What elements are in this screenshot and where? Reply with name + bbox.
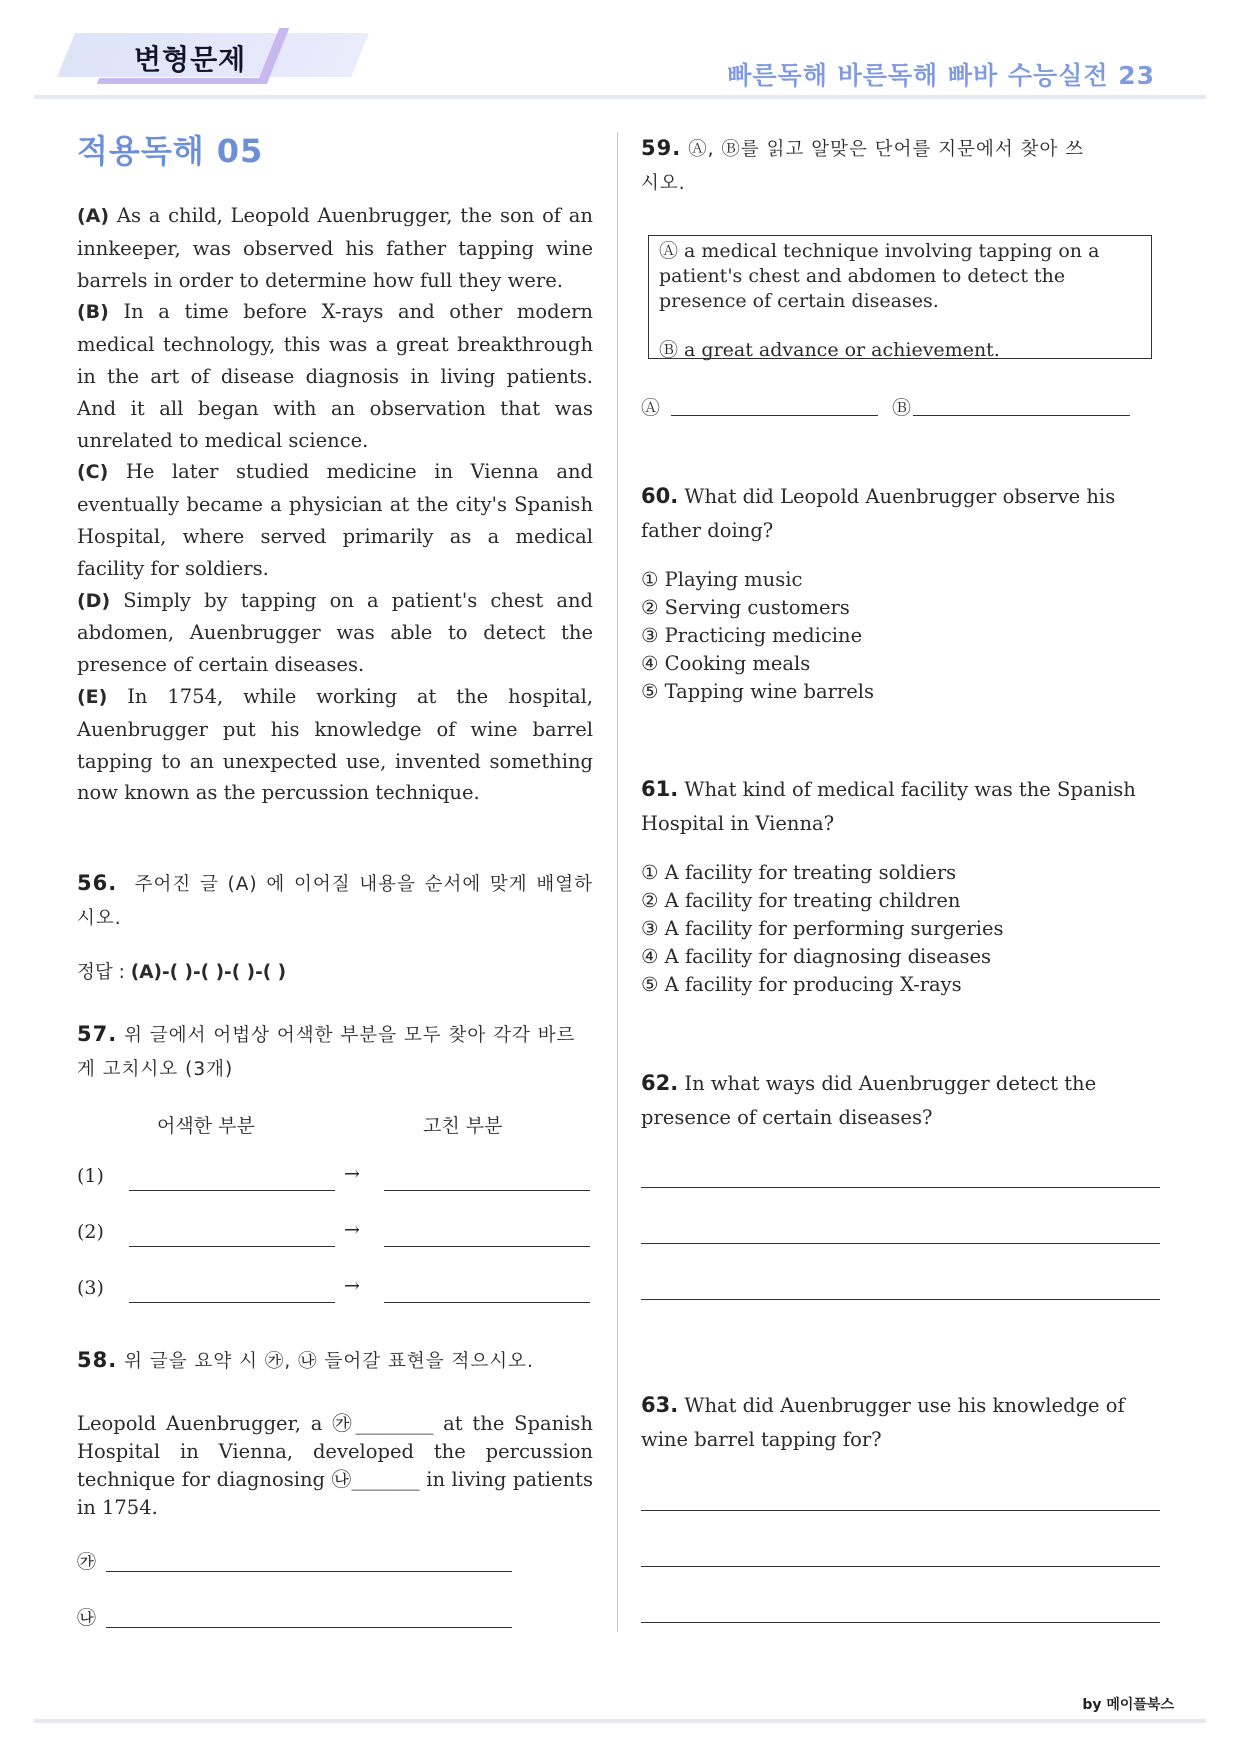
column-header-fixed: 고친 부분 (423, 1115, 503, 1137)
question-56 (77, 866, 593, 990)
question-60-choices (641, 566, 1161, 706)
question-61-prompt: 61. What kind of medical facility was the Spanish Hospital in Vienna? (641, 777, 1136, 835)
definition-box (648, 235, 1152, 359)
passage-paragraph-b: (B) In a time before X-rays and other modern medical technology, this was a great breakthrough in the art of disease diagnosis in living patients. And it all began with an observation that was unrelated to medical science. (77, 300, 593, 452)
passage-paragraph-e: (E) In 1754, while working at the hospital, Auenbrugger put his knowledge of wine barrel tapping to an unexpected use, invented something now known as the percussion technique. (77, 684, 593, 805)
choice-61-4[interactable]: ④ A facility for diagnosing diseases (641, 945, 992, 968)
answer-line-62-2[interactable] (641, 1243, 1160, 1244)
question-59-prompt: 59. Ⓐ, Ⓑ를 읽고 알맞은 단어를 지문에서 찾아 쓰시오. (641, 136, 1085, 194)
choice-60-5[interactable]: ⑤ Tapping wine barrels (641, 680, 875, 703)
answer-a-label: Ⓐ (641, 397, 661, 419)
footer-publisher: by 메이플북스 (1082, 1697, 1174, 1713)
summary-text: Leopold Auenbrugger, a ㉮________ at the Spanish Hospital in Vienna, developed the percussion technique for diagnosing ㉯_______ in living patients in 1754. (77, 1412, 593, 1519)
wrong-part-line-3[interactable] (129, 1302, 335, 1303)
answer-line-63-2[interactable] (641, 1566, 1160, 1567)
arrow-1: → (344, 1163, 360, 1185)
answer-line-63-1[interactable] (641, 1510, 1160, 1511)
choice-60-2[interactable]: ② Serving customers (641, 596, 850, 619)
choice-61-5[interactable]: ⑤ A facility for producing X-rays (641, 973, 962, 996)
arrow-3: → (344, 1275, 360, 1297)
wrong-part-line-2[interactable] (129, 1246, 335, 1247)
blank-a-label: ㉮ (77, 1551, 97, 1573)
footer-divider (34, 1719, 1206, 1723)
question-63-prompt: 63. What did Auenbrugger use his knowledge of wine barrel tapping for? (641, 1393, 1125, 1451)
definition-a: Ⓐ a medical technique involving tapping on a patient's chest and abdomen to detect the presence of certain diseases. (659, 240, 1100, 312)
question-61 (641, 772, 1161, 999)
blank-a-line[interactable] (106, 1571, 512, 1572)
header-divider (34, 95, 1206, 99)
question-60 (641, 479, 1161, 706)
answer-a-line[interactable] (671, 415, 878, 416)
question-56-prompt: 56. 주어진 글 (A) 에 이어질 내용을 순서에 맞게 배열하시오. (77, 871, 594, 929)
column-header-wrong: 어색한 부분 (157, 1115, 255, 1137)
choice-61-1[interactable]: ① A facility for treating soldiers (641, 861, 957, 884)
arrow-2: → (344, 1219, 360, 1241)
question-62 (641, 1066, 1161, 1135)
passage (77, 200, 593, 809)
question-61-choices (641, 859, 1161, 999)
passage-paragraph-d: (D) Simply by tapping on a patient's chest and abdomen, Auenbrugger was able to detect the presence of certain diseases. (77, 588, 593, 677)
header-badge-underline (97, 78, 269, 84)
answer-order-template[interactable]: (A)-( )-( )-( )-( ) (130, 962, 287, 983)
choice-60-4[interactable]: ④ Cooking meals (641, 652, 811, 675)
row-label-3: (3) (77, 1277, 104, 1299)
choice-61-2[interactable]: ② A facility for treating children (641, 889, 961, 912)
question-62-prompt: 62. In what ways did Auenbrugger detect the presence of certain diseases? (641, 1071, 1097, 1129)
answer-line-63-3[interactable] (641, 1622, 1160, 1623)
question-57 (77, 1017, 593, 1087)
passage-paragraph-c: (C) He later studied medicine in Vienna and eventually became a physician at the city's Spanish Hospital, where served primarily as a medical facility for soldiers. (77, 460, 593, 580)
section-title: 적용독해 05 (77, 132, 264, 170)
choice-60-1[interactable]: ① Playing music (641, 568, 803, 591)
answer-b-line[interactable] (913, 415, 1130, 416)
definition-b: Ⓑ a great advance or achievement. (659, 339, 1000, 361)
answer-line-62-3[interactable] (641, 1299, 1160, 1300)
wrong-part-line-1[interactable] (129, 1190, 335, 1191)
fixed-part-line-1[interactable] (384, 1190, 590, 1191)
column-divider (617, 132, 618, 1632)
passage-paragraph-a: (A) As a child, Leopold Auenbrugger, the son of an innkeeper, was observed his father tapping wine barrels in order to determine how full they were. (77, 204, 593, 292)
question-60-prompt: 60. What did Leopold Auenbrugger observe his father doing? (641, 484, 1116, 542)
question-58 (77, 1343, 593, 1379)
question-57-prompt: 57. 위 글에서 어법상 어색한 부분을 모두 찾아 각각 바르게 고치시오 (3개) (77, 1022, 576, 1080)
blank-b-label: ㉯ (77, 1607, 97, 1629)
blank-b-line[interactable] (106, 1627, 512, 1628)
question-58-prompt: 58. 위 글을 요약 시 ㉮, ㉯ 들어갈 표현을 적으시오. (77, 1348, 534, 1372)
header-badge-label: 변형문제 (134, 43, 247, 76)
choice-60-3[interactable]: ③ Practicing medicine (641, 624, 863, 647)
answer-b-label: Ⓑ (892, 397, 912, 419)
question-63 (641, 1388, 1161, 1457)
choice-61-3[interactable]: ③ A facility for performing surgeries (641, 917, 1004, 940)
row-label-2: (2) (77, 1221, 104, 1243)
row-label-1: (1) (77, 1165, 104, 1187)
fixed-part-line-2[interactable] (384, 1246, 590, 1247)
answer-line-62-1[interactable] (641, 1187, 1160, 1188)
question-59 (641, 131, 1161, 201)
question-56-answer: 정답 : (A)-( )-( )-( )-( ) (77, 962, 287, 983)
header-book-title: 빠른독해 바른독해 빠바 수능실전 23 (727, 61, 1155, 90)
fixed-part-line-3[interactable] (384, 1302, 590, 1303)
